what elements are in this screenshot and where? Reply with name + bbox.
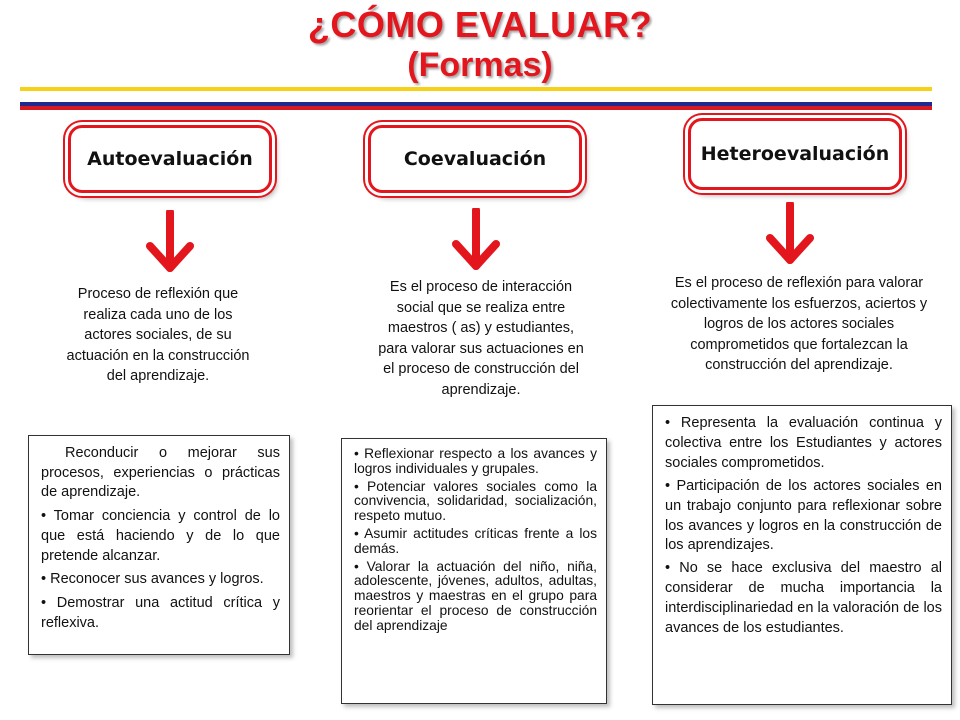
heading-box-coevaluacion [368, 125, 582, 193]
page-title: ¿CÓMO EVALUAR? [307, 4, 653, 45]
point-item: • Participación de los actores sociales en un trabajo conjunto para reflexionar sobre los avances y logros en la construcción de los aprendizajes. [665, 477, 942, 554]
description-heteroevaluacion: Es el proceso de reflexión para valorar colectivamente los esfuerzos, aciertos y logros de los actores sociales comprometidos que fortalezcan la construcción del aprendizaje. [670, 275, 928, 373]
point-item: • No se hace exclusiva del maestro al considerar de mucha importancia la interdisciplinariedad en la valoración de los avances de los estudiantes. [665, 560, 942, 637]
point-item: • Potenciar valores sociales como la convivencia, solidaridad, socialización, respeto mutuo. [354, 478, 597, 524]
page-subtitle: (Formas) [407, 46, 553, 84]
point-item: • Valorar la actuación del niño, niña, adolescente, jóvenes, adultos, adultas, maestros y maestras en el grupo para reorientar el proceso de construcción del aprendizaje [354, 558, 597, 633]
point-item: Reconducir o mejorar sus procesos, experiencias o prácticas de aprendizaje. [41, 445, 280, 501]
flag-stripe-bottom [20, 102, 932, 110]
down-arrow-icon [146, 210, 194, 272]
point-item: • Representa la evaluación continua y colectiva entre los Estudiantes y actores sociales comprometidos. [665, 415, 942, 471]
point-item: • Asumir actitudes críticas frente a los demás. [354, 525, 597, 556]
points-panel-coevaluacion [341, 438, 607, 704]
heading-coevaluacion: Coevaluación [403, 148, 547, 170]
down-arrow-icon [452, 208, 500, 270]
points-panel-heteroevaluacion [652, 405, 952, 705]
points-panel-autoevaluacion [28, 435, 290, 655]
flag-stripe-top [20, 87, 932, 91]
down-arrow-icon [766, 202, 814, 264]
description-coevaluacion: Es el proceso de interacción social que se realiza entre maestros ( as) y estudiantes, para valorar sus actuaciones en el proceso de construcción del aprendizaje. [378, 279, 584, 398]
heading-box-autoevaluacion [68, 125, 272, 193]
heading-heteroevaluacion: Heteroevaluación [700, 143, 890, 165]
point-item: • Demostrar una actitud crítica y reflexiva. [41, 594, 280, 631]
point-item: • Reflexionar respecto a los avances y logros individuales y grupales. [354, 446, 597, 476]
heading-box-heteroevaluacion [688, 118, 902, 190]
point-item: • Reconocer sus avances y logros. [41, 571, 264, 588]
point-item: • Tomar conciencia y control de lo que está haciendo y de lo que pretende alcanzar. [41, 508, 280, 564]
heading-autoevaluacion: Autoevaluación [87, 148, 253, 170]
description-autoevaluacion: Proceso de reflexión que realiza cada uno de los actores sociales, de su actuación en la construcción del aprendizaje. [66, 286, 250, 384]
